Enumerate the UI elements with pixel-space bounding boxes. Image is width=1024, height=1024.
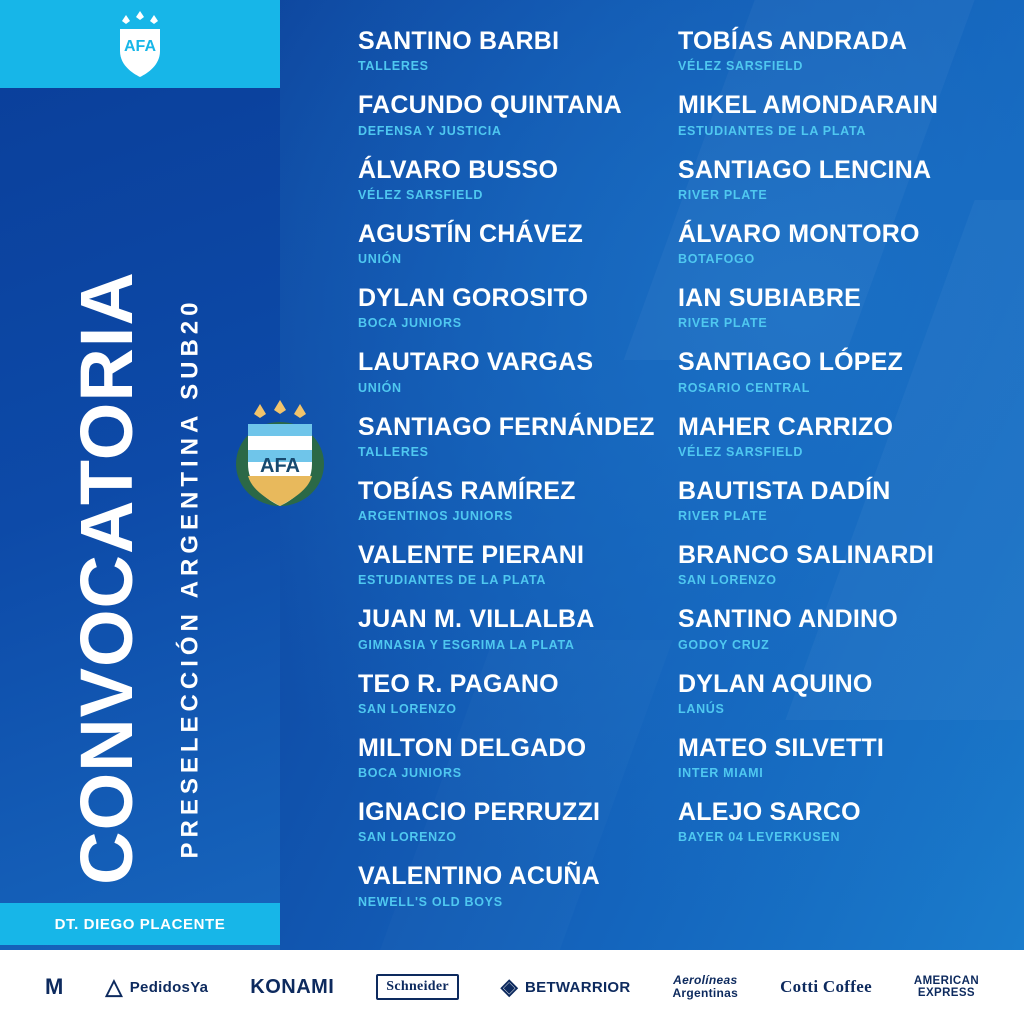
player-entry (678, 606, 998, 651)
sponsor-aerolineas-label-line2: Argentinas (672, 986, 739, 1000)
player-club: RIVER PLATE (678, 187, 768, 202)
player-name: SANTIAGO LENCINA (678, 155, 932, 184)
player-entry (358, 671, 678, 716)
sponsor-pedidosya-label: PedidosYa (129, 978, 209, 996)
player-name: MAHER CARRIZO (678, 412, 894, 441)
pedidosya-icon: △ (105, 974, 123, 999)
player-club: SAN LORENZO (358, 701, 457, 716)
sponsor-betwarrior-logo (501, 976, 631, 998)
player-name: DYLAN GOROSITO (358, 284, 589, 312)
player-club: BAYER 04 LEVERKUSEN (678, 830, 841, 845)
coach-band (0, 903, 280, 945)
sponsor-schneider-logo (376, 974, 459, 1000)
player-entry (358, 285, 678, 330)
sponsor-konami-label: KONAMI (250, 975, 335, 998)
player-club: BOTAFOGO (678, 252, 755, 266)
sponsor-konami-logo (250, 976, 334, 999)
player-name: ÁLVARO BUSSO (358, 155, 559, 184)
player-entry (358, 92, 678, 137)
afa-crest-large-icon (232, 398, 328, 515)
crest-band (0, 0, 280, 88)
player-name: MATEO SILVETTI (678, 733, 885, 762)
player-name: SANTINO ANDINO (678, 605, 898, 634)
sponsor-aerolineas-logo (672, 974, 738, 999)
afa-crest-icon (110, 9, 170, 79)
player-club: BOCA JUNIORS (358, 766, 462, 780)
sponsor-bar (0, 950, 1024, 1024)
coach-label: DT. DIEGO PLACENTE (54, 915, 226, 933)
player-entry (358, 414, 678, 459)
page-subtitle-text: PRESELECCIÓN ARGENTINA SUB20 (176, 297, 204, 859)
player-entry (358, 735, 678, 780)
player-club: ROSARIO CENTRAL (678, 380, 811, 395)
player-entry (678, 285, 998, 330)
player-name: BRANCO SALINARDI (678, 541, 934, 569)
player-entry (678, 478, 998, 523)
sponsor-american-express-logo (914, 975, 979, 999)
player-name: SANTINO BARBI (358, 27, 560, 55)
player-entry (358, 28, 678, 73)
svg-text:AFA: AFA (124, 38, 156, 55)
player-entry (678, 414, 998, 459)
player-entry (678, 92, 998, 137)
player-entry (678, 671, 998, 716)
page-title (52, 208, 162, 948)
player-name: JUAN M. VILLALBA (358, 605, 595, 634)
player-name: BAUTISTA DADÍN (678, 476, 891, 505)
player-name: VALENTE PIERANI (358, 541, 585, 569)
player-entry (678, 221, 998, 266)
player-club: TALLERES (358, 59, 429, 74)
betwarrior-icon: ◈ (500, 974, 519, 999)
left-panel-body (0, 88, 280, 950)
player-entry (678, 542, 998, 587)
player-name: ÁLVARO MONTORO (678, 219, 920, 248)
player-name: MILTON DELGADO (358, 733, 587, 762)
page-subtitle (160, 208, 220, 948)
player-club: VÉLEZ SARSFIELD (678, 444, 804, 459)
player-entry (358, 799, 678, 844)
roster-column-left (358, 28, 678, 928)
player-name: SANTIAGO LÓPEZ (678, 348, 904, 377)
svg-text:AFA: AFA (260, 455, 300, 477)
player-club: RIVER PLATE (678, 316, 768, 331)
player-entry (358, 863, 678, 908)
roster (358, 28, 998, 928)
player-entry (678, 799, 998, 844)
player-name: IAN SUBIABRE (678, 284, 861, 312)
player-name: MIKEL AMONDARAIN (678, 91, 939, 120)
player-name: LAUTARO VARGAS (358, 348, 594, 377)
player-entry (358, 221, 678, 266)
player-club: ESTUDIANTES DE LA PLATA (678, 123, 867, 138)
player-name: VALENTINO ACUÑA (358, 862, 600, 891)
player-club: GIMNASIA Y ESGRIMA LA PLATA (358, 637, 575, 652)
player-name: ALEJO SARCO (678, 798, 861, 826)
player-club: VÉLEZ SARSFIELD (678, 59, 804, 74)
player-name: SANTIAGO FERNÁNDEZ (358, 412, 655, 441)
sponsor-mcdonalds-label: M (44, 974, 64, 999)
player-entry (358, 349, 678, 394)
player-club: UNIÓN (358, 252, 402, 266)
player-name: AGUSTÍN CHÁVEZ (358, 219, 584, 248)
sponsor-mcdonalds-logo (45, 976, 64, 998)
player-club: TALLERES (358, 444, 429, 459)
player-club: NEWELL'S OLD BOYS (358, 894, 503, 909)
sponsor-aerolineas-label-line1: Aerolíneas (673, 973, 738, 988)
sponsor-cotti-coffee-logo (780, 977, 872, 997)
player-name: DYLAN AQUINO (678, 669, 873, 698)
sponsor-amex-label-line2: EXPRESS (917, 987, 976, 999)
player-club: LANÚS (678, 701, 725, 716)
player-entry (678, 349, 998, 394)
player-club: ARGENTINOS JUNIORS (358, 509, 513, 523)
player-club: BOCA JUNIORS (358, 316, 462, 331)
player-club: INTER MIAMI (678, 766, 764, 780)
player-name: TEO R. PAGANO (358, 669, 559, 698)
player-entry (358, 606, 678, 651)
player-entry (358, 478, 678, 523)
player-club: GODOY CRUZ (678, 637, 770, 652)
player-club: UNIÓN (358, 380, 402, 395)
sponsor-schneider-label: Schneider (386, 979, 449, 994)
player-club: RIVER PLATE (678, 509, 768, 523)
player-name: TOBÍAS ANDRADA (678, 27, 908, 55)
page-title-text: CONVOCATORIA (65, 271, 148, 885)
player-club: SAN LORENZO (358, 830, 457, 845)
sponsor-pedidosya-logo (106, 976, 209, 998)
sponsor-betwarrior-label: BETWARRIOR (525, 978, 631, 996)
player-club: DEFENSA Y JUSTICIA (358, 123, 502, 138)
player-name: TOBÍAS RAMÍREZ (358, 476, 576, 505)
player-name: IGNACIO PERRUZZI (358, 798, 601, 826)
roster-column-right (678, 28, 998, 928)
sponsor-amex-label-line1: AMERICAN (913, 974, 980, 987)
sponsor-cotti-coffee-label: Cotti Coffee (780, 977, 872, 996)
player-name: FACUNDO QUINTANA (358, 91, 622, 120)
player-entry (358, 542, 678, 587)
player-club: ESTUDIANTES DE LA PLATA (358, 573, 547, 588)
player-club: VÉLEZ SARSFIELD (358, 187, 484, 202)
player-entry (678, 735, 998, 780)
player-entry (358, 157, 678, 202)
player-entry (678, 157, 998, 202)
player-club: SAN LORENZO (678, 573, 777, 588)
player-entry (678, 28, 998, 73)
